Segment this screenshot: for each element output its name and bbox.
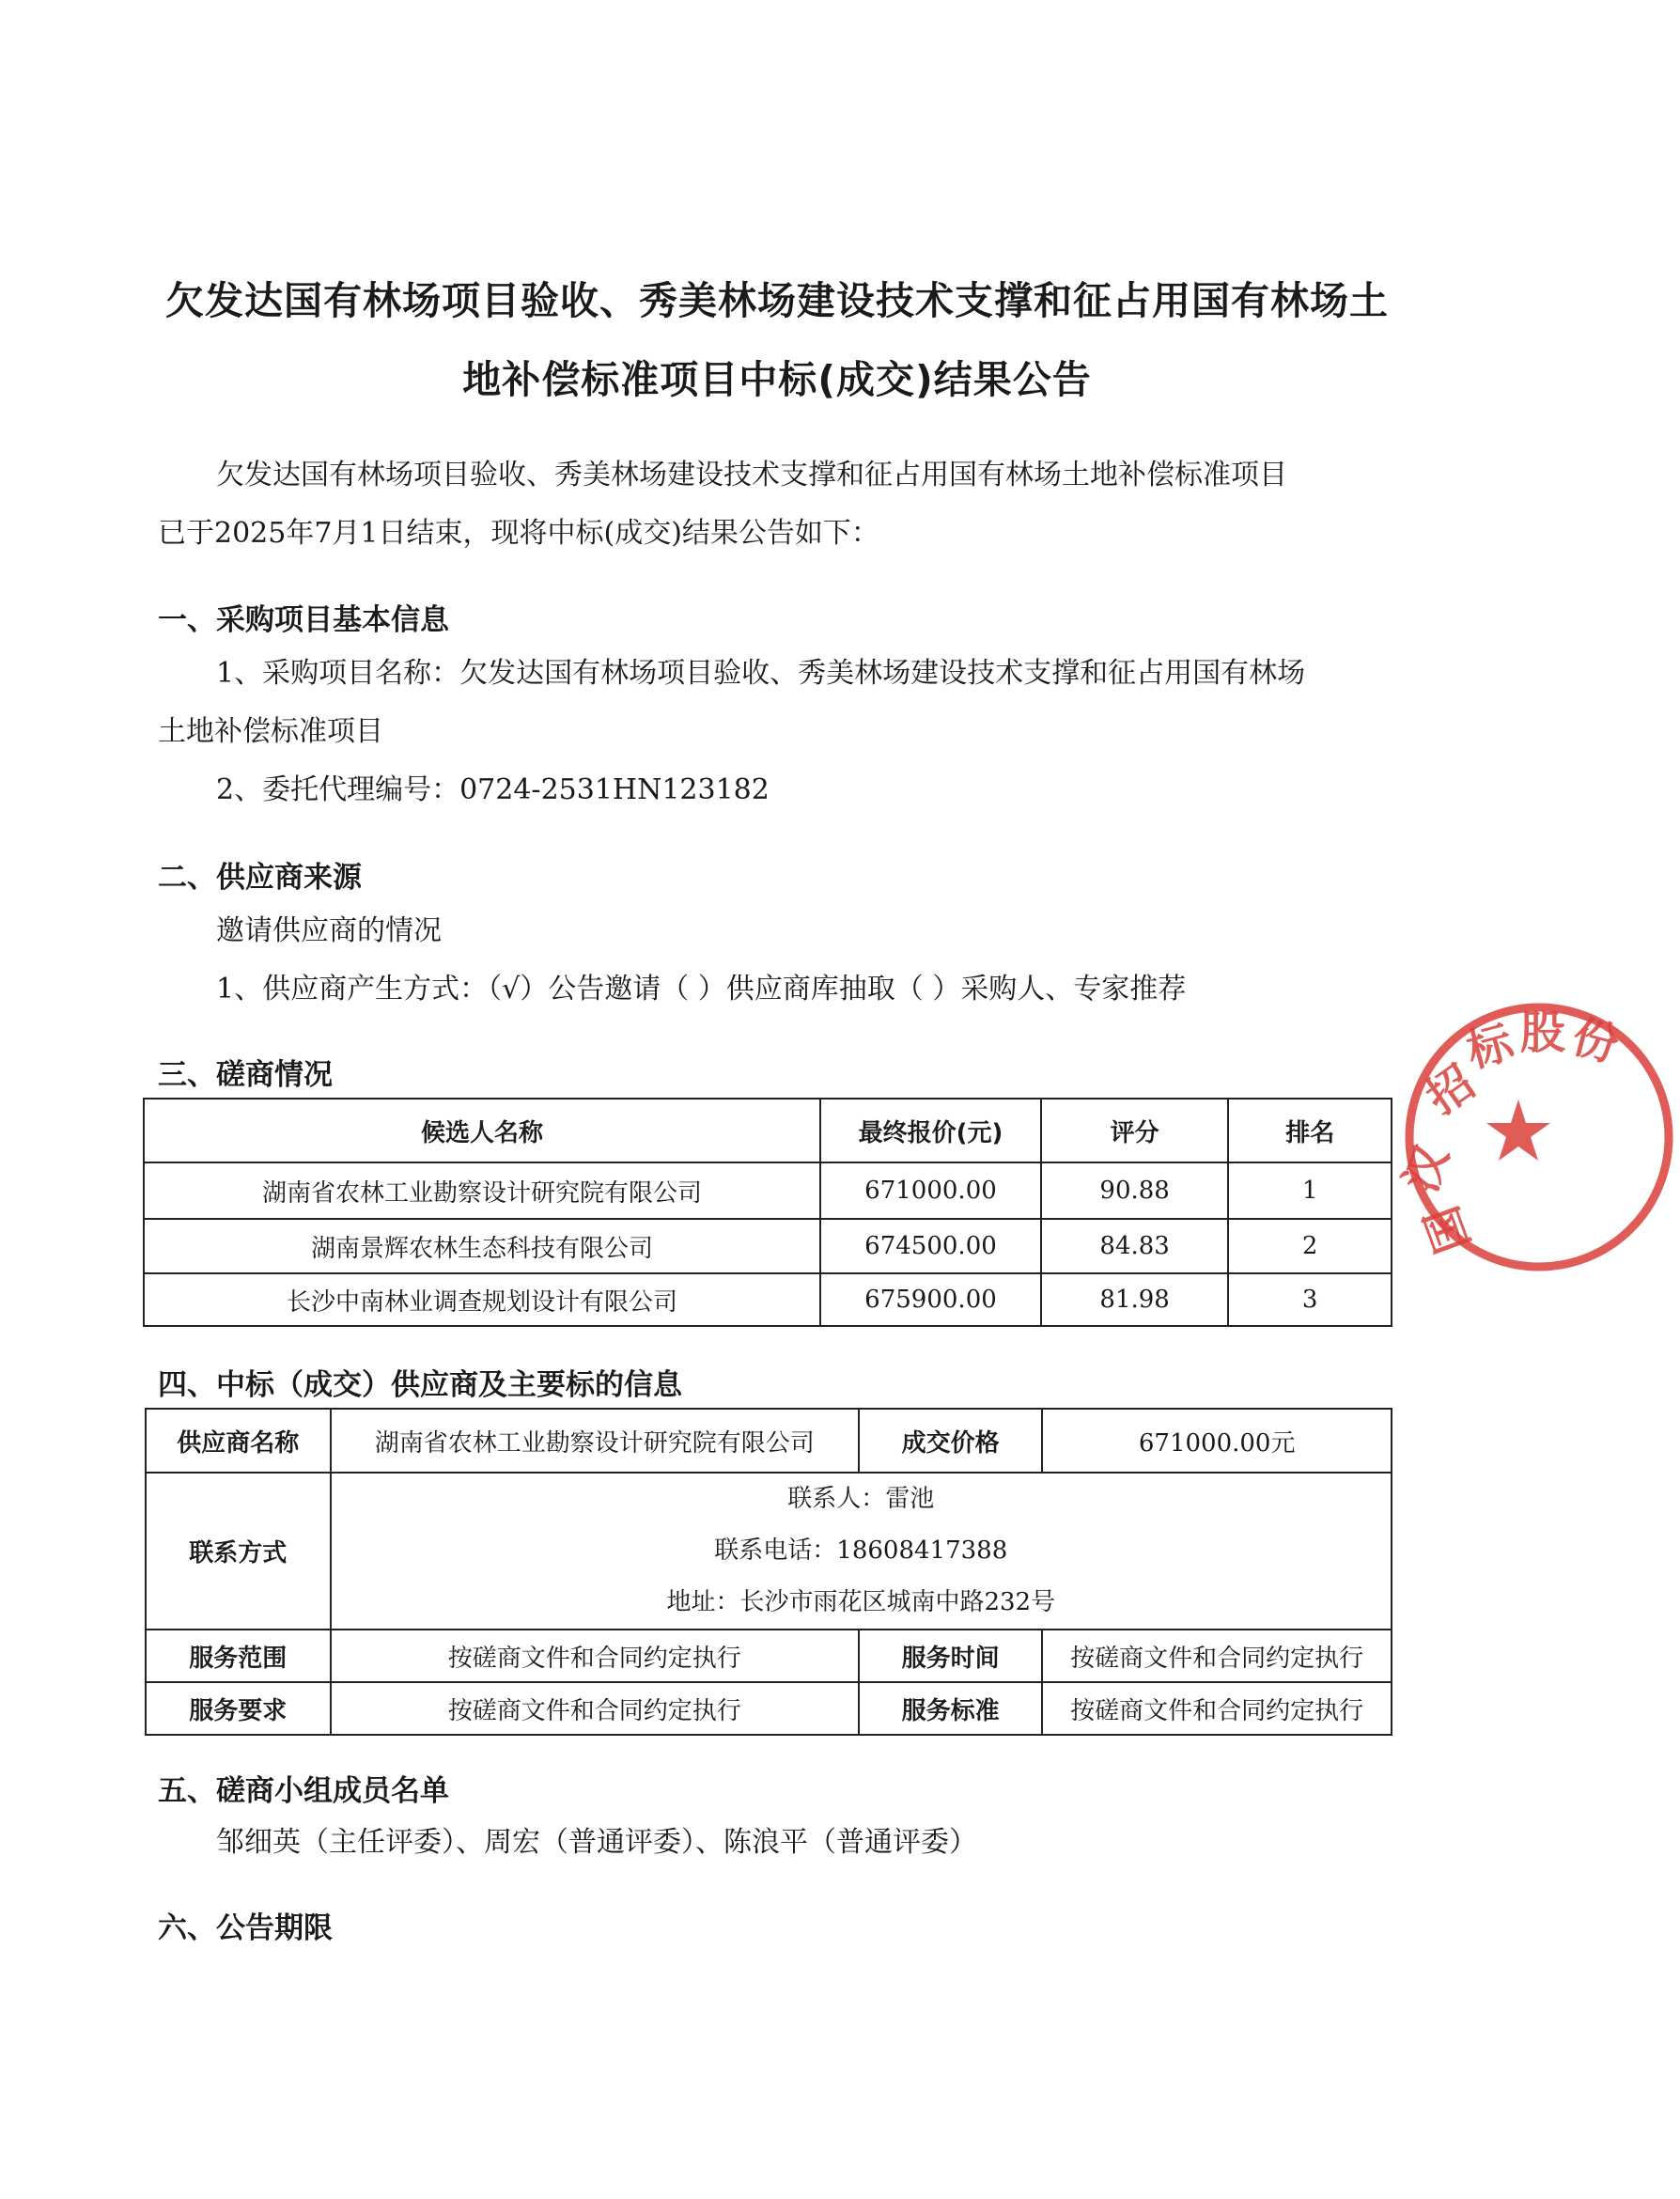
title-line-1: 欠发达国有林场项目验收、秀美林场建设技术支撑和征占用国有林场土 [165,278,1389,323]
candidate-name: 湖南景辉农林生态科技有限公司 [144,1219,820,1273]
deal-price-value: 671000.00元 [1042,1409,1392,1473]
svg-text:股: 股 [1520,1006,1566,1059]
svg-text:汉: 汉 [1393,1138,1459,1199]
agency-number: 2、委托代理编号：0724-2531HN123182 [216,773,770,806]
candidate-name: 湖南省农林工业勘察设计研究院有限公司 [144,1162,820,1219]
supplier-name-value: 湖南省农林工业勘察设计研究院有限公司 [331,1409,859,1473]
section-5-heading: 五、磋商小组成员名单 [158,1774,449,1808]
title-line-2: 地补偿标准项目中标(成交)结果公告 [462,357,1092,402]
winner-table [145,1408,1392,1736]
project-name-line-1: 1、采购项目名称：欠发达国有林场项目验收、秀美林场建设技术支撑和征占用国有林场 [216,657,1306,690]
candidate-table-header [144,1099,1392,1162]
intro-line-2: 已于2025年7月1日结束，现将中标(成交)结果公告如下： [158,517,879,550]
contact-phone: 联系电话：18608417388 [714,1536,1008,1565]
service-standard-label: 服务标准 [859,1682,1042,1735]
intro-line-1: 欠发达国有林场项目验收、秀美林场建设技术支撑和征占用国有林场土地补偿标准项目 [216,459,1287,491]
contact-person: 联系人：雷池 [787,1485,935,1513]
service-time-value: 按磋商文件和合同约定执行 [1042,1630,1392,1682]
candidate-score: 90.88 [1041,1162,1229,1219]
service-time-label: 服务时间 [859,1630,1042,1682]
contact-details [331,1473,1392,1630]
document-title [141,261,1413,419]
section-1-heading: 一、采购项目基本信息 [158,603,449,637]
winner-contact-row [146,1473,1392,1630]
service-requirement-row [146,1682,1392,1735]
candidate-name: 长沙中南林业调查规划设计有限公司 [144,1273,820,1326]
table-row [144,1219,1392,1273]
contact-address: 地址：长沙市雨花区城南中路232号 [666,1588,1056,1616]
supplier-name-label: 供应商名称 [146,1409,331,1473]
section-3-heading: 三、磋商情况 [158,1058,333,1092]
header-final-price: 最终报价(元) [820,1099,1041,1162]
candidate-score: 84.83 [1041,1219,1229,1273]
contact-label: 联系方式 [146,1473,331,1630]
candidate-rank: 2 [1228,1219,1392,1273]
service-standard-value: 按磋商文件和合同约定执行 [1042,1682,1392,1735]
section-1-body [158,645,1389,819]
svg-text:份: 份 [1566,1009,1625,1073]
company-seal-stamp [1393,996,1680,1278]
service-scope-row [146,1630,1392,1682]
service-requirement-label: 服务要求 [146,1682,331,1735]
project-name-line-2: 土地补偿标准项目 [158,715,383,748]
service-scope-label: 服务范围 [146,1630,331,1682]
supplier-method: 1、供应商产生方式：（√）公告邀请（ ）供应商库抽取（ ）采购人、专家推荐 [216,973,1187,1006]
candidate-rank: 3 [1228,1273,1392,1326]
candidate-rank: 1 [1228,1162,1392,1219]
candidate-price: 674500.00 [820,1219,1041,1273]
candidate-price: 671000.00 [820,1162,1041,1219]
table-row [144,1273,1392,1326]
svg-text:国: 国 [1415,1199,1481,1260]
header-rank: 排名 [1228,1099,1392,1162]
section-2-body [158,902,1389,1019]
section-2-heading: 二、供应商来源 [158,861,362,895]
deal-price-label: 成交价格 [859,1409,1042,1473]
section-6-heading: 六、公告期限 [158,1911,333,1945]
candidate-table [143,1098,1392,1327]
table-row [144,1162,1392,1219]
service-requirement-value: 按磋商文件和合同约定执行 [331,1682,859,1735]
panel-members: 邹细英（主任评委）、周宏（普通评委）、陈浪平（普通评委） [216,1826,977,1859]
winner-supplier-row [146,1409,1392,1473]
intro-paragraph [158,446,1389,563]
svg-text:招: 招 [1417,1055,1485,1126]
header-candidate-name: 候选人名称 [144,1099,820,1162]
header-score: 评分 [1041,1099,1229,1162]
invitation-subheading: 邀请供应商的情况 [216,914,442,947]
service-scope-value: 按磋商文件和合同约定执行 [331,1630,859,1682]
svg-text:标: 标 [1461,1015,1519,1079]
candidate-score: 81.98 [1041,1273,1229,1326]
section-4-heading: 四、中标（成交）供应商及主要标的信息 [158,1368,682,1402]
candidate-price: 675900.00 [820,1273,1041,1326]
